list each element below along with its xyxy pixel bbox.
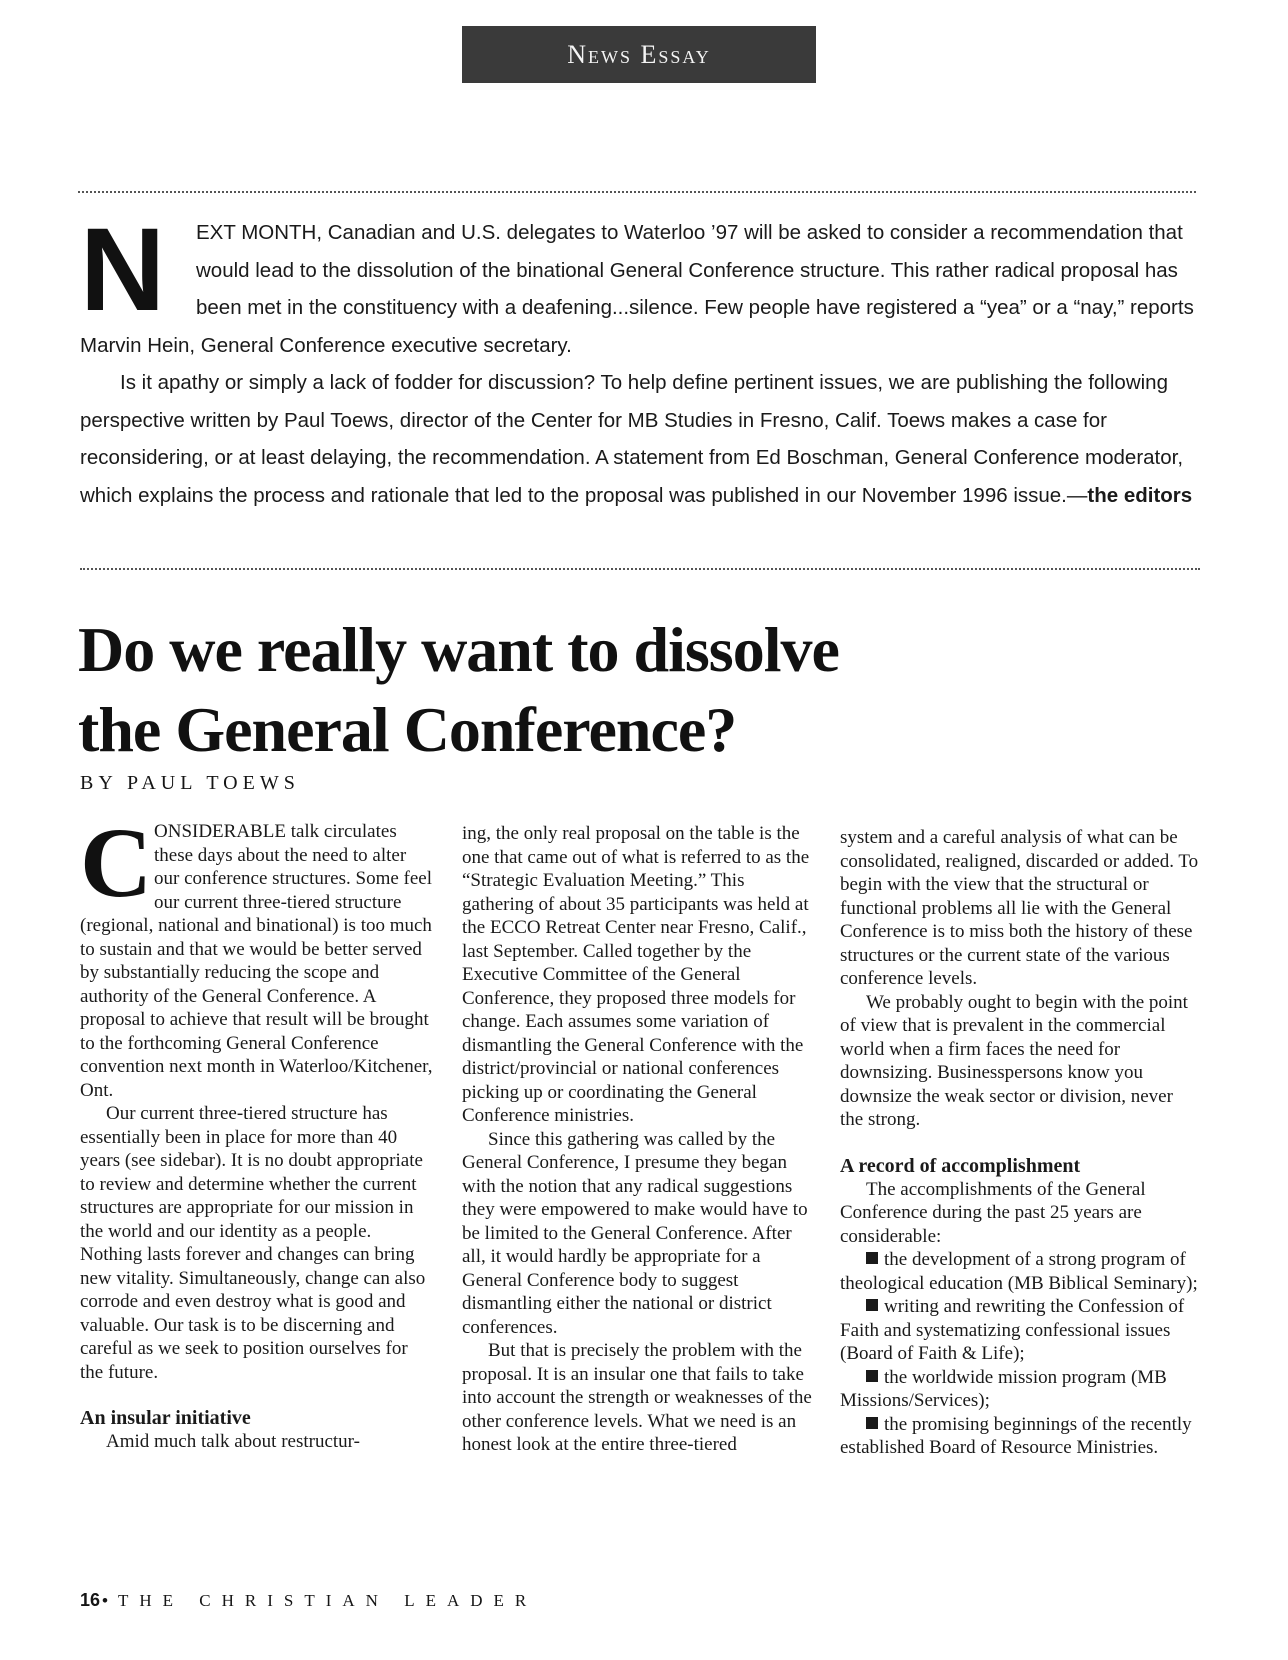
subhead-insular-initiative: An insular initiative <box>80 1407 251 1429</box>
editors-note <box>80 204 1195 514</box>
col1-paragraph-1 <box>80 807 435 1102</box>
editors-note-text-1: EXT MONTH, Canadian and U.S. delegates to Waterloo ’97 will be asked to consider a recommendation that would lead to the dissolution of the binational General Conference structure. This rather radical proposal has been met in the constituency with a deafening...silence. Few people have registered a “yea” or a “nay,” reports Marvin Hein, General Conference executive secretary. <box>80 221 1194 357</box>
square-bullet-icon <box>866 1417 878 1429</box>
col2-paragraph-2: Since this gathering was called by the General Conference, I presume they began with the notion that any radical suggestions they were empowered to make would have to be limited to the General Conference. After all, it would hardly be appropriate for a General Conference body to suggest dismantling either the national or district conferences. <box>462 1128 808 1338</box>
article-column-2 <box>462 822 817 1457</box>
accomplishment-list-item: writing and rewriting the Confession of Faith and systematizing confessional issues (Board of Faith & Life); <box>840 1296 1185 1364</box>
col3-paragraph-2: We probably ought to begin with the point of view that is prevalent in the commercial world when a firm faces the need for downsizing. Businesspersons know you downsize the weak sector or division, never the strong. <box>840 991 1188 1130</box>
col1-paragraph-2: Our current three-tiered structure has essentially been in place for more than 40 years (see sidebar). It is no doubt appropriate to review and determine whether the current structures are appropriate for our mission in the world and our identity as a people. Nothing lasts forever and changes can bring new vitality. Simultaneously, change can also corrode and even destroy what is good and valuable. Our task is to be discerning and careful as we seek to position ourselves for the future. <box>80 1103 426 1383</box>
page-number: 16 <box>80 1590 101 1610</box>
article-column-1 <box>80 807 435 1454</box>
accomplishment-list-item: the development of a strong program of theological education (MB Biblical Seminary); <box>840 1249 1198 1294</box>
footer-separator: • <box>102 1591 108 1610</box>
article-headline: Do we really want to dissolve the General Conference? <box>78 614 839 765</box>
article-column-3 <box>840 826 1200 1460</box>
editors-note-text-2: Is it apathy or simply a lack of fodder for discussion? To help define pertinent issues, we are publishing the following perspective written by Paul Toews, director of the Center for MB Studies in Fresno, Calif. Toews makes a case for reconsidering, or at least delaying, the recommendation. A statement from Ed Boschman, General Conference moderator, which explains the process and rationale that led to the proposal was published in our November 1996 issue.— <box>80 371 1184 507</box>
divider-top <box>78 191 1196 193</box>
subhead-record-of-accomplishment: A record of accomplishment <box>840 1154 1081 1177</box>
publication-name: THE CHRISTIAN LEADER <box>117 1591 538 1610</box>
section-banner-label: News Essay <box>567 39 711 69</box>
page-footer <box>80 1590 537 1611</box>
section-banner <box>462 26 816 83</box>
square-bullet-icon <box>866 1370 878 1382</box>
editors-note-paragraph-2 <box>80 364 1195 514</box>
col2-paragraph-3: But that is precisely the problem with the proposal. It is an insular one that fails to take into account the strength or weaknesses of the other conference levels. What we need is an honest look at the entire three-tiered <box>462 1340 812 1455</box>
divider-bottom <box>80 568 1200 570</box>
dropcap-letter: N <box>80 204 166 336</box>
col2-paragraph-1: ing, the only real proposal on the table is the one that came out of what is referred to as the “Strategic Evaluation Meeting.” This gathering of about 35 participants was held at the ECCO Retreat Center near Fresno, Calif., last September. Called together by the Executive Committee of the General Conference, they proposed three models for change. Each assumes some variation of dismantling the General Conference with the district/provincial or national conferences picking up or coordinating the General Conference ministries. <box>462 823 810 1126</box>
editors-note-paragraph-1 <box>80 204 1195 364</box>
col1-text-1: ONSIDERABLE talk circulates these days about the need to alter our conference structures. Some feel our current three-tiered structure (regional, national and binational) is too much to sustain and that we would be better served by substantially reducing the scope and authority of the General Conference. A proposal to achieve that result will be brought to the forthcoming General Conference convention next month in Waterloo/Kitchener, Ont. <box>80 821 433 1101</box>
accomplishment-list-item: the worldwide mission program (MB Missions/Services); <box>840 1366 1167 1411</box>
col3-paragraph-1: system and a careful analysis of what can be consolidated, realigned, discarded or added. To begin with the view that the structural or functional problems all lie with the General Conference is to miss both the history of these structures or the current state of the various conference levels. <box>840 827 1199 989</box>
dropcap-letter: C <box>80 807 153 918</box>
square-bullet-icon <box>866 1252 878 1264</box>
col1-paragraph-3: Amid much talk about restructur- <box>106 1431 360 1452</box>
col3-paragraph-3: The accomplishments of the General Conference during the past 25 years are considerable: <box>840 1178 1146 1247</box>
square-bullet-icon <box>866 1299 878 1311</box>
article-byline: BY PAUL TOEWS <box>80 772 300 794</box>
accomplishment-list-item: the promising beginnings of the recently established Board of Resource Ministries. <box>840 1413 1192 1458</box>
editors-signoff: the editors <box>1087 483 1193 507</box>
